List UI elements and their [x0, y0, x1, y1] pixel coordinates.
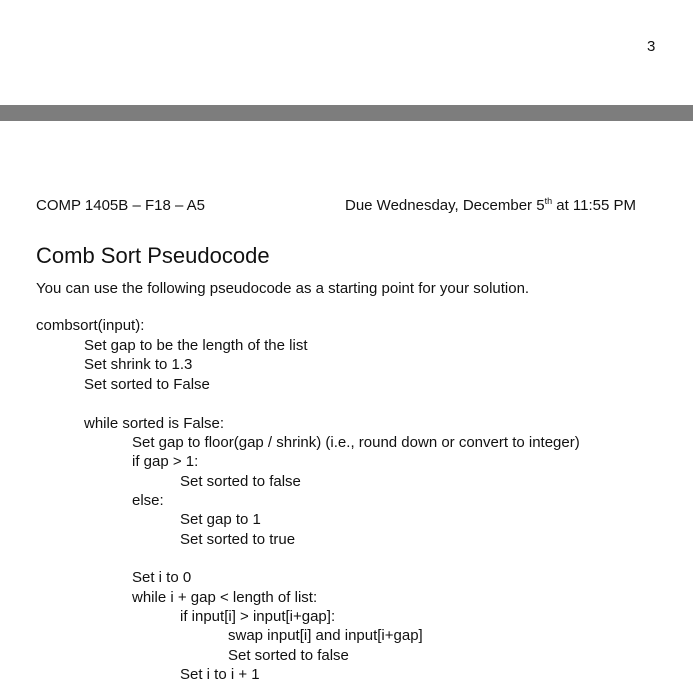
- header-divider-bar: [0, 105, 693, 121]
- pseudocode-line: Set i to i + 1: [180, 666, 260, 683]
- pseudocode-line: Set gap to be the length of the list: [84, 337, 308, 354]
- pseudocode-line: if gap > 1:: [132, 453, 199, 470]
- pseudocode-line: combsort(input):: [36, 317, 145, 334]
- intro-text: You can use the following pseudocode as a starting point for your solution.: [36, 280, 530, 297]
- pseudocode-line: swap input[i] and input[i+gap]: [228, 627, 423, 644]
- course-code: COMP 1405B – F18 – A5: [36, 197, 205, 214]
- pseudocode-line: if input[i] > input[i+gap]:: [180, 608, 336, 625]
- pseudocode-line: Set sorted to false: [180, 473, 301, 490]
- due-date-prefix: Due Wednesday, December 5: [345, 197, 545, 214]
- due-date-superscript: th: [544, 196, 553, 206]
- pseudocode-line: else:: [132, 492, 164, 509]
- due-date-suffix: at 11:55 PM: [552, 197, 637, 214]
- pseudocode-line: while i + gap < length of list:: [132, 589, 318, 606]
- section-title: Comb Sort Pseudocode: [36, 243, 270, 268]
- due-date: [345, 197, 636, 214]
- pseudocode-line: Set gap to 1: [180, 511, 261, 528]
- pseudocode-line: Set i to 0: [132, 569, 192, 586]
- page-number: 3: [647, 38, 656, 55]
- pseudocode-line: Set gap to floor(gap / shrink) (i.e., round down or convert to integer): [132, 434, 580, 451]
- pseudocode-line: Set sorted to true: [180, 531, 296, 548]
- pseudocode-line: Set sorted to false: [228, 647, 349, 664]
- pseudocode-line: Set sorted to False: [84, 376, 210, 393]
- pseudocode-line: while sorted is False:: [84, 415, 225, 432]
- pseudocode-line: Set shrink to 1.3: [84, 356, 193, 373]
